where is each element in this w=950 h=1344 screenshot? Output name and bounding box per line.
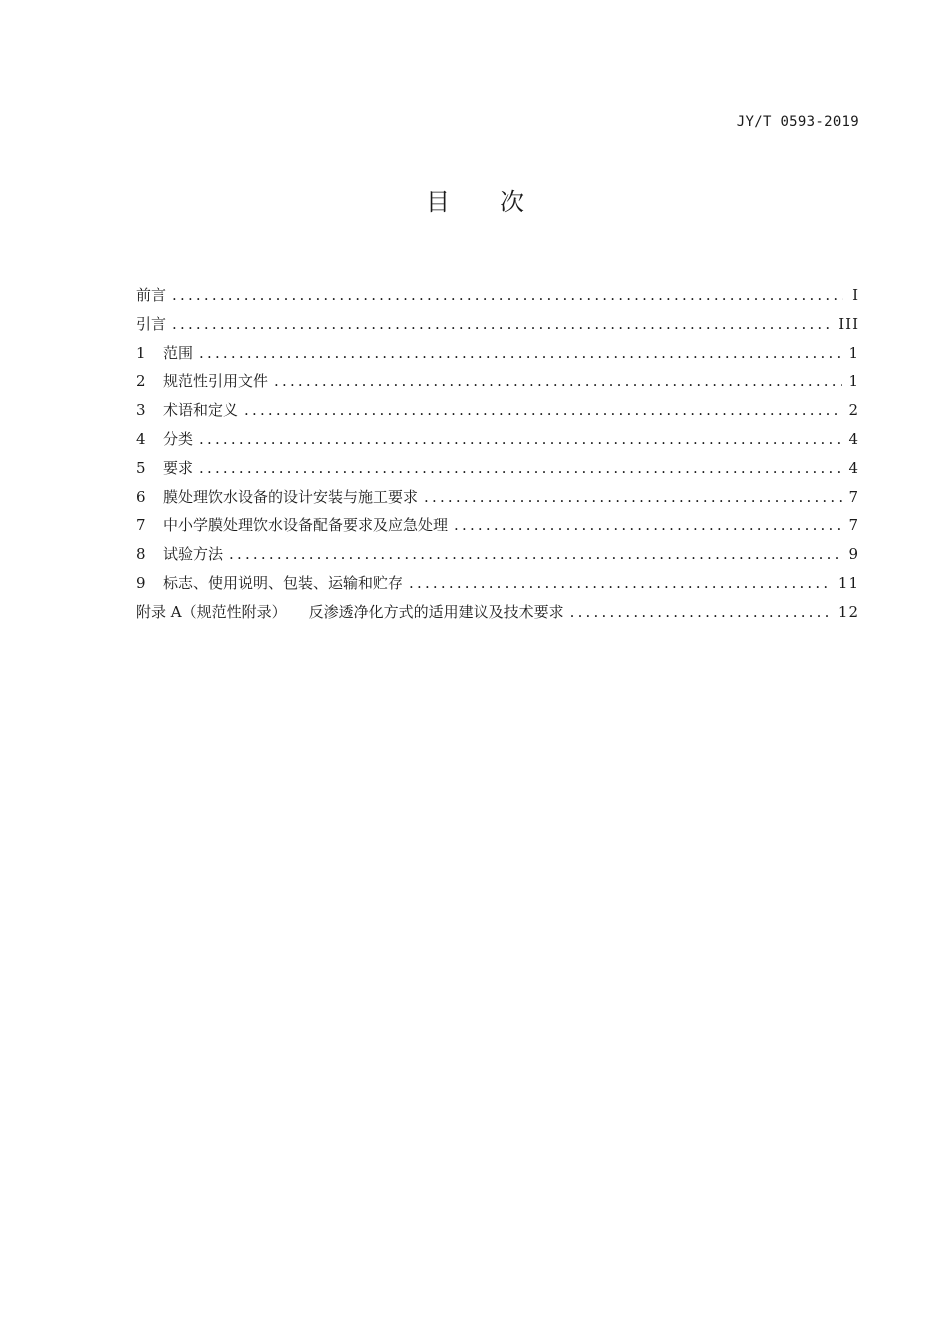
toc-entry-3[interactable] bbox=[136, 399, 859, 428]
toc-page-number: 4 bbox=[848, 429, 859, 448]
toc-leader-dots bbox=[274, 372, 842, 390]
toc-section-number: 3 bbox=[136, 401, 146, 420]
toc-leader-dots bbox=[172, 286, 843, 304]
toc-leader-dots bbox=[244, 401, 842, 419]
toc-section-number: 9 bbox=[136, 573, 146, 592]
toc-page-number: 7 bbox=[848, 516, 859, 535]
toc-section-number: 8 bbox=[136, 545, 146, 564]
toc-entry-1[interactable] bbox=[136, 342, 859, 371]
table-of-contents bbox=[136, 284, 859, 630]
toc-label bbox=[136, 601, 564, 622]
toc-page-number: 4 bbox=[848, 458, 859, 477]
toc-entry-5[interactable] bbox=[136, 457, 859, 486]
toc-page-number: 1 bbox=[848, 343, 859, 362]
toc-leader-dots bbox=[229, 545, 842, 563]
toc-label: 中小学膜处理饮水设备配备要求及应急处理 bbox=[163, 516, 449, 535]
toc-leader-dots bbox=[454, 516, 842, 534]
toc-leader-dots bbox=[199, 459, 842, 477]
toc-leader-dots bbox=[424, 488, 842, 506]
toc-entry-2[interactable] bbox=[136, 370, 859, 399]
toc-label: 引言 bbox=[136, 314, 167, 333]
toc-page-number: I bbox=[852, 286, 859, 304]
toc-page-number: 7 bbox=[848, 487, 859, 506]
toc-leader-dots bbox=[199, 344, 842, 362]
toc-label: 要求 bbox=[163, 458, 194, 477]
toc-entry-annex-a[interactable] bbox=[136, 601, 859, 630]
toc-leader-dots bbox=[199, 430, 842, 448]
toc-entry-8[interactable] bbox=[136, 543, 859, 572]
toc-label: 试验方法 bbox=[163, 545, 224, 564]
toc-section-number: 7 bbox=[136, 516, 146, 535]
annex-title: 反渗透净化方式的适用建议及技术要求 bbox=[308, 602, 564, 621]
toc-label: 标志、使用说明、包装、运输和贮存 bbox=[163, 573, 404, 592]
toc-page-number: 12 bbox=[837, 602, 859, 621]
toc-entry-6[interactable] bbox=[136, 486, 859, 515]
toc-leader-dots bbox=[409, 574, 832, 592]
title-char-1: 目 bbox=[426, 188, 450, 216]
document-code: JY/T 0593-2019 bbox=[736, 114, 859, 130]
toc-entry-7[interactable] bbox=[136, 514, 859, 543]
toc-page-number: 9 bbox=[848, 545, 859, 564]
toc-leader-dots bbox=[570, 603, 832, 621]
toc-page-number: 1 bbox=[848, 372, 859, 391]
toc-entry-introduction[interactable] bbox=[136, 313, 859, 342]
toc-label: 范围 bbox=[163, 343, 194, 362]
toc-label: 分类 bbox=[163, 429, 194, 448]
toc-leader-dots bbox=[172, 315, 832, 333]
toc-section-number: 5 bbox=[136, 458, 146, 477]
toc-page-number: 11 bbox=[837, 573, 859, 592]
toc-label: 膜处理饮水设备的设计安装与施工要求 bbox=[163, 487, 419, 506]
toc-label: 术语和定义 bbox=[163, 401, 239, 420]
page-title bbox=[0, 182, 950, 217]
toc-entry-4[interactable] bbox=[136, 428, 859, 457]
toc-label: 前言 bbox=[136, 286, 167, 304]
toc-section-number: 2 bbox=[136, 372, 146, 391]
toc-section-number: 1 bbox=[136, 343, 146, 362]
title-char-2: 次 bbox=[500, 188, 524, 216]
toc-entry-9[interactable] bbox=[136, 572, 859, 601]
toc-page-number: 2 bbox=[848, 401, 859, 420]
toc-page-number: III bbox=[838, 314, 859, 333]
toc-section-number: 4 bbox=[136, 429, 146, 448]
annex-prefix: 附录 A（规范性附录） bbox=[136, 602, 287, 621]
toc-label: 规范性引用文件 bbox=[163, 372, 269, 391]
toc-entry-foreword[interactable] bbox=[136, 284, 859, 313]
toc-section-number: 6 bbox=[136, 487, 146, 506]
